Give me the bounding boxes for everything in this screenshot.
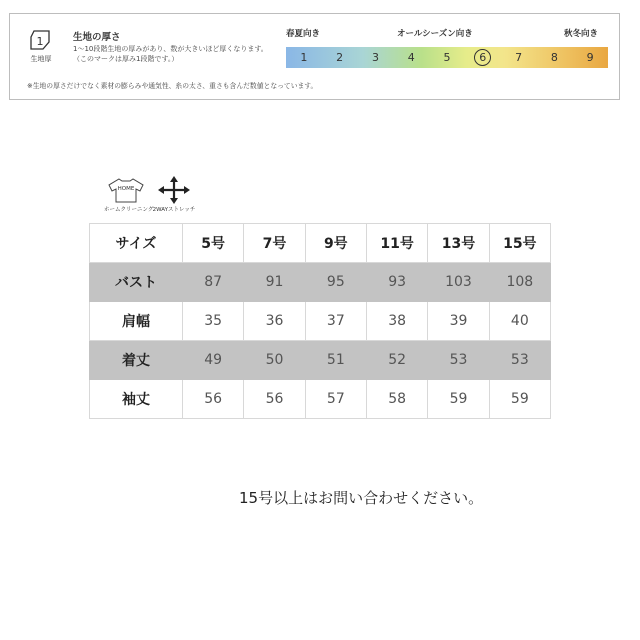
- size-table: [89, 223, 551, 419]
- table-cell: 37: [305, 302, 366, 341]
- table-cell: 36: [244, 302, 305, 341]
- table-cell: 50: [244, 341, 305, 380]
- table-cell: 51: [305, 341, 366, 380]
- 2way-stretch-label: 2WAYストレッチ: [152, 207, 196, 213]
- table-cell: 39: [428, 302, 489, 341]
- fabric-thickness-icon: [28, 28, 52, 52]
- table-row: [90, 302, 551, 341]
- table-cell: 59: [428, 380, 489, 419]
- scale-step: 4: [407, 51, 415, 64]
- thickness-note: ※生地の厚さだけでなく素材の膨らみや通気性、糸の太さ、重さも含んだ数値となっています。: [27, 82, 318, 90]
- table-cell: 52: [366, 341, 427, 380]
- header-cell: サイズ: [90, 224, 183, 263]
- feature-home-laundry: [104, 176, 154, 213]
- header-cell: 13号: [428, 224, 489, 263]
- thickness-title: 生地の厚さ: [73, 32, 121, 43]
- table-cell: 40: [489, 302, 550, 341]
- thickness-description: 1～10段階生地の厚みがあり、数が大きいほど厚くなります。 （このマークは厚み1段階です。）: [73, 45, 268, 63]
- row-label: 肩幅: [90, 302, 183, 341]
- table-cell: 91: [244, 263, 305, 302]
- scale-step: 7: [515, 51, 523, 64]
- season-spring-summer-label: 春夏向き: [286, 29, 321, 39]
- table-cell: 53: [489, 341, 550, 380]
- scale-step: 3: [371, 51, 379, 64]
- table-cell: 49: [183, 341, 244, 380]
- home-laundry-icon: [106, 176, 146, 204]
- table-cell: 87: [183, 263, 244, 302]
- thickness-scale-bar: [286, 47, 608, 68]
- header-cell: 15号: [489, 224, 550, 263]
- scale-step: 9: [586, 51, 594, 64]
- table-cell: 38: [366, 302, 427, 341]
- table-cell: 35: [183, 302, 244, 341]
- table-row: [90, 380, 551, 419]
- table-row: [90, 263, 551, 302]
- scale-step: 2: [336, 51, 344, 64]
- size-table-header-row: [90, 224, 551, 263]
- season-all-season-label: オールシーズン向き: [397, 29, 473, 39]
- header-cell: 9号: [305, 224, 366, 263]
- table-row: [90, 341, 551, 380]
- home-laundry-icon-text: HOME: [117, 186, 135, 192]
- row-label: 着丈: [90, 341, 183, 380]
- row-label: 袖丈: [90, 380, 183, 419]
- size-inquiry-note: 15号以上はお問い合わせください。: [239, 489, 484, 507]
- table-cell: 108: [489, 263, 550, 302]
- scale-step: 8: [550, 51, 558, 64]
- table-cell: 93: [366, 263, 427, 302]
- table-cell: 59: [489, 380, 550, 419]
- header-cell: 7号: [244, 224, 305, 263]
- fabric-thickness-icon-label: 生地厚: [30, 55, 52, 63]
- header-cell: 11号: [366, 224, 427, 263]
- table-cell: 53: [428, 341, 489, 380]
- scale-step: 5: [443, 51, 451, 64]
- row-label: バスト: [90, 263, 183, 302]
- table-cell: 58: [366, 380, 427, 419]
- scale-step: 1: [300, 51, 308, 64]
- home-laundry-label: ホームクリーニング: [104, 207, 154, 213]
- table-cell: 103: [428, 263, 489, 302]
- feature-2way-stretch: [151, 176, 197, 213]
- scale-step-selected: 6: [465, 47, 501, 68]
- table-cell: 57: [305, 380, 366, 419]
- stretch-arrows-icon: [158, 176, 190, 204]
- season-autumn-winter-label: 秋冬向き: [564, 29, 599, 39]
- table-cell: 56: [183, 380, 244, 419]
- table-cell: 56: [244, 380, 305, 419]
- fabric-thickness-panel: [9, 13, 620, 100]
- header-cell: 5号: [183, 224, 244, 263]
- fabric-thickness-icon-number: 1: [36, 35, 44, 48]
- table-cell: 95: [305, 263, 366, 302]
